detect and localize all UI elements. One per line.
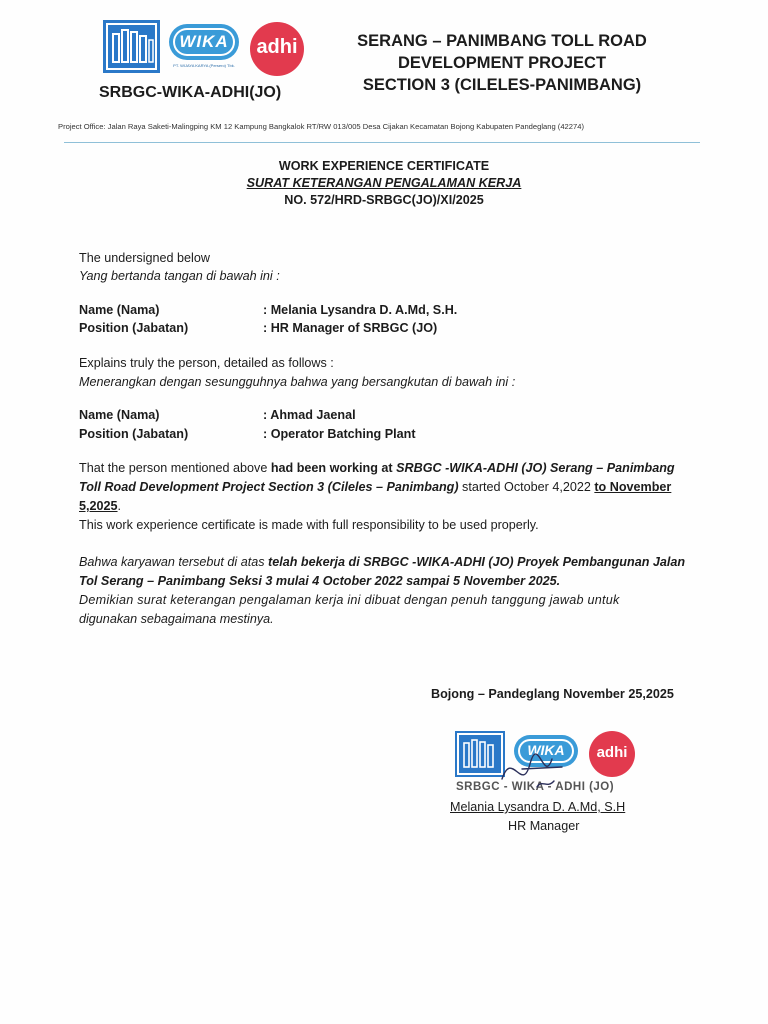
body-en-line-2: This work experience certificate is made with full responsibility to be used properly.	[79, 518, 539, 532]
intro-indonesian: Yang bertanda tangan di bawah ini :	[79, 269, 280, 283]
stamp-caption: SRBGC - WIKA - ADHI (JO)	[456, 781, 615, 793]
wika-logo-text: WIKA	[179, 32, 229, 51]
explains-indonesian: Menerangkan dengan sesungguhnya bahwa yang bersangkutan di bawah ini :	[79, 375, 516, 389]
body-en-s6: to November	[594, 480, 672, 494]
stamp-adhi-text: adhi	[596, 744, 628, 761]
wika-logo	[167, 22, 241, 74]
body-en-s2: had been working at	[270, 461, 397, 475]
signatory-name: Melania Lysandra D. A.Md, S.H	[450, 800, 626, 814]
employee-position-label: Position (Jabatan)	[79, 427, 189, 441]
body-indonesian	[79, 553, 689, 629]
wika-logo-subtext: PT. WIJAYA KARYA (Persero) Tbk.	[173, 63, 235, 68]
intro-english: The undersigned below	[79, 251, 210, 265]
title-indonesian: SURAT KETERANGAN PENGALAMAN KERJA	[246, 176, 522, 190]
signatory-title: HR Manager	[508, 819, 580, 833]
handwritten-signature	[492, 739, 572, 799]
body-id-line-2b: digunakan sebagaimana mestinya.	[79, 612, 274, 626]
project-title-line-1: SERANG – PANIMBANG TOLL ROAD	[357, 32, 647, 50]
project-title	[340, 30, 664, 96]
srbgc-logo	[103, 20, 160, 73]
explains-english: Explains truly the person, detailed as follows :	[79, 356, 334, 370]
office-address: Project Office: Jalan Raya Saketi-Malingping KM 12 Kampung Bangkalok RT/RW 013/005 Desa Cijakan Kecamatan Bojong Kabupaten Pandeglang (42274)	[58, 122, 584, 131]
adhi-logo-text: adhi	[256, 36, 298, 58]
signatory-name-label: Name (Nama)	[79, 303, 160, 317]
stamp-wika-text: WIKA	[527, 742, 565, 758]
signatory-position-label: Position (Jabatan)	[79, 321, 189, 335]
certificate-title	[184, 158, 584, 209]
body-en-s8: .	[117, 499, 122, 513]
body-english	[79, 459, 689, 535]
body-en-s5: started October 4,2022	[458, 480, 595, 494]
company-name: SRBGC-WIKA-ADHI(JO)	[99, 84, 282, 101]
body-id-line-2a: Demikian surat keterangan pengalaman kerja ini dibuat dengan penuh tanggung jawab untuk	[79, 593, 620, 607]
body-id-s3: Tol Serang – Panimbang Seksi 3 mulai 4 October 2022 sampai 5 November 2025.	[79, 574, 561, 588]
company-stamp	[452, 727, 648, 797]
body-en-s7: 5,2025	[79, 499, 118, 513]
body-id-s2: telah bekerja di SRBGC -WIKA-ADHI (JO) Proyek Pembangunan Jalan	[268, 555, 686, 569]
project-title-line-2: DEVELOPMENT PROJECT	[397, 54, 607, 72]
body-en-s1: That the person mentioned above	[79, 461, 271, 475]
body-id-s1: Bahwa karyawan tersebut di atas	[79, 555, 269, 569]
place-date: Bojong – Pandeglang November 25,2025	[431, 687, 674, 701]
header-divider	[64, 142, 700, 143]
employee-name-label: Name (Nama)	[79, 408, 160, 422]
employee-position-value: : Operator Batching Plant	[263, 427, 416, 441]
title-english: WORK EXPERIENCE CERTIFICATE	[278, 159, 490, 173]
employee-name-value: : Ahmad Jaenal	[263, 408, 356, 422]
certificate-number: NO. 572/HRD-SRBGC(JO)/XI/2025	[284, 193, 484, 207]
adhi-logo	[248, 22, 308, 74]
signatory-position-value: : HR Manager of SRBGC (JO)	[263, 321, 438, 335]
body-en-s4: Toll Road Development Project Section 3 (Cileles – Panimbang)	[79, 480, 459, 494]
body-en-s3: SRBGC -WIKA-ADHI (JO) Serang – Panimbang	[396, 461, 675, 475]
project-title-line-3: SECTION 3 (CILELES-PANIMBANG)	[362, 76, 642, 94]
stamp-adhi-logo	[589, 731, 635, 777]
signatory-name-value: : Melania Lysandra D. A.Md, S.H.	[263, 303, 458, 317]
